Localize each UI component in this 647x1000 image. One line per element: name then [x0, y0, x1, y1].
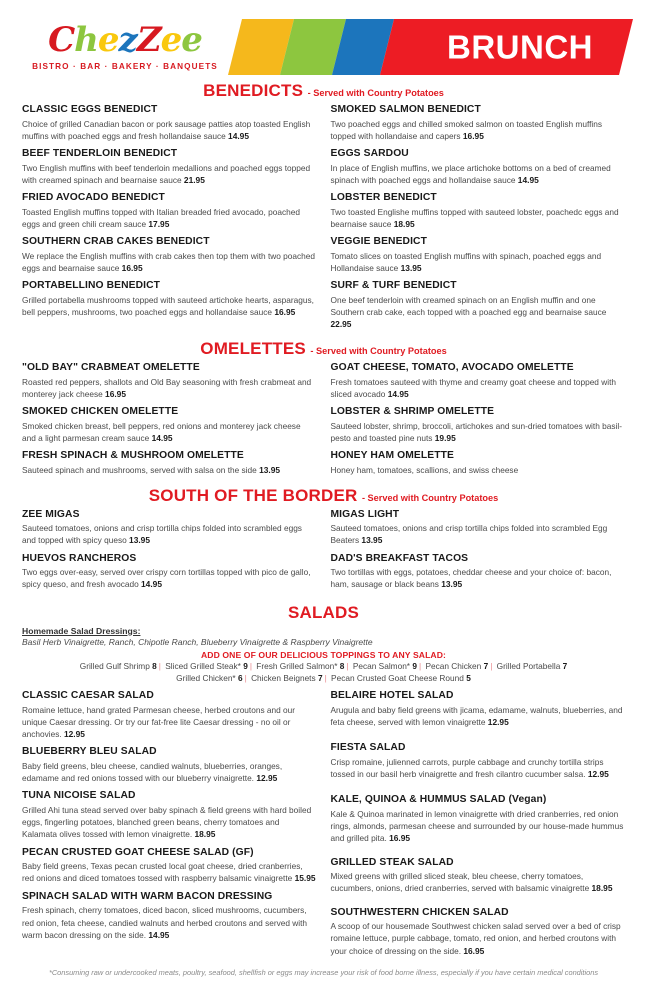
- menu-item-name: EGGS SARDOU: [330, 148, 409, 160]
- menu-item: [331, 857, 626, 895]
- restaurant-logo: [22, 20, 222, 71]
- logo-letter: z: [118, 20, 137, 60]
- menu-item-desc: Choice of grilled Canadian bacon or pork sausage patties atop toasted English muffins with poached eggs and fresh hollandaise sauce 14.95: [22, 118, 311, 141]
- menu-item-desc: Sauteed spinach and mushrooms, served with salsa on the side 13.95: [22, 465, 281, 476]
- menu-item: [22, 690, 317, 740]
- menu-item-name: SOUTHWESTERN CHICKEN SALAD: [330, 906, 509, 918]
- menu-item: [22, 192, 317, 230]
- column-right: [331, 509, 626, 597]
- menu-item-desc: One beef tenderloin with creamed spinach on an English muffin and one Southern crab cake, each topped with a poached egg and bearnaise sauce 22.95: [330, 295, 607, 330]
- menu-item: [22, 406, 317, 444]
- menu-item: [331, 280, 626, 330]
- topping-price: 7: [317, 673, 323, 684]
- menu-item-name: HUEVOS RANCHEROS: [22, 552, 137, 564]
- toppings-header: ADD ONE OF OUR DELICIOUS TOPPINGS TO ANY SALAD:: [200, 649, 447, 660]
- menu-item-price: 16.95: [274, 307, 296, 318]
- menu-item-desc: Two toasted Englishe muffins topped with sauteed lobster, poachedc eggs and bearnaise sauce 18.95: [330, 206, 619, 229]
- menu-item: [22, 746, 317, 784]
- topping-price: 9: [243, 660, 248, 671]
- menu-item-price: 17.95: [148, 219, 170, 229]
- menu-item-price: 12.95: [487, 717, 509, 728]
- topping-item: Grilled Portabella: [496, 660, 561, 671]
- menu-item: [22, 362, 317, 400]
- section-body-omelettes: [22, 362, 625, 482]
- section-body-benedicts: [22, 104, 625, 336]
- menu-item-desc: Sauteed tomatoes, onions and crisp tortilla chips folded into scrambled eggs and topped with spicy queso 13.95: [22, 523, 302, 546]
- menu-item: [331, 553, 626, 591]
- section-title: SOUTH OF THE BORDER: [148, 485, 358, 505]
- menu-item-desc: Two poached eggs and chilled smoked salmon on toasted English muffins topped with hollandaise and capers 16.95: [330, 118, 603, 141]
- salad-dressings-block: [22, 626, 625, 647]
- column-right: [331, 104, 626, 336]
- menu-item: [22, 236, 317, 274]
- topping-price: 7: [562, 660, 568, 671]
- topping-item: Sliced Grilled Steak*: [165, 660, 241, 671]
- menu-item-price: 16.95: [121, 263, 143, 274]
- section-body-salads: [22, 690, 625, 962]
- menu-item-name: DAD'S BREAKFAST TACOS: [330, 552, 469, 564]
- menu-item-name: SPINACH SALAD WITH WARM BACON DRESSING: [22, 890, 273, 902]
- menu-item-name: BEEF TENDERLOIN BENEDICT: [22, 148, 178, 160]
- menu-item-desc: Baby field greens, Texas pecan crusted local goat cheese, dried cranberries, red onions and diced tomatoes tossed with raspberry balsamic vinaigrette 15.95: [22, 861, 316, 884]
- section-header-omelettes: [22, 336, 625, 362]
- section-header-south-of-the-border: [22, 483, 625, 509]
- menu-item: [331, 742, 626, 780]
- brunch-banner: [228, 19, 633, 75]
- menu-item-name: BELAIRE HOTEL SALAD: [330, 690, 454, 702]
- logo-letter: e: [97, 20, 119, 60]
- logo-wordmark: [28, 20, 222, 60]
- column-right: [331, 690, 626, 962]
- column-right: [331, 362, 626, 482]
- menu-item-price: 18.95: [194, 829, 216, 840]
- logo-letter: e: [160, 20, 182, 60]
- topping-price: 8: [152, 660, 157, 671]
- logo-letter: e: [181, 20, 202, 60]
- menu-item-price: 14.95: [228, 130, 249, 141]
- menu-item-desc: Toasted English muffins topped with Italian breaded fried avocado, poached eggs and green chili cream sauce 17.95: [22, 206, 300, 229]
- menu-item-price: 14.95: [141, 579, 162, 590]
- section-title: OMELETTES: [200, 339, 306, 359]
- menu-item-price: 14.95: [387, 389, 409, 400]
- menu-item-desc: Fresh tomatoes sauteed with thyme and creamy goat cheese and topped with sliced avocado 14.95: [330, 377, 616, 400]
- menu-item: [22, 790, 317, 840]
- menu-item: [331, 907, 626, 957]
- menu-item-name: LOBSTER BENEDICT: [330, 192, 437, 204]
- column-left: [22, 362, 317, 482]
- menu-item: [331, 450, 626, 476]
- topping-price: 7: [483, 660, 489, 671]
- menu-item: [22, 280, 317, 318]
- menu-item: [331, 192, 626, 230]
- menu-item-name: ZEE MIGAS: [22, 508, 80, 520]
- menu-item-name: SMOKED CHICKEN OMELETTE: [22, 406, 179, 418]
- logo-letter: h: [74, 20, 98, 60]
- topping-item: Pecan Salmon*: [352, 660, 411, 671]
- section-subtitle: - Served with Country Potatoes: [310, 346, 447, 357]
- menu-item-price: 14.95: [148, 929, 170, 940]
- menu-item-name: FRESH SPINACH & MUSHROOM OMELETTE: [22, 450, 244, 462]
- topping-item: Fresh Grilled Salmon*: [256, 660, 338, 671]
- menu-header: [22, 0, 625, 78]
- menu-item: [331, 362, 626, 400]
- menu-item-desc: Grilled portabella mushrooms topped with sauteed artichoke hearts, asparagus, bell peppers, mushrooms, two poached eggs and hollandaise sauce 16.95: [22, 295, 314, 318]
- menu-item: [22, 553, 317, 591]
- menu-item-price: 18.95: [393, 219, 415, 229]
- menu-item-desc: Baby field greens, bleu cheese, candied walnuts, blueberries, oranges, edamame and red onions tossed with our blueberry vinaigrette. 12.95: [22, 761, 283, 784]
- menu-item-name: CLASSIC CAESAR SALAD: [22, 690, 154, 702]
- menu-item-desc: Sauteed tomatoes, onions and crisp tortilla chips folded into scrambled Egg Beaters 13.95: [330, 523, 608, 546]
- logo-tagline: BISTRO · BAR · BAKERY · BANQUETS: [32, 62, 218, 71]
- logo-letter: C: [48, 20, 75, 60]
- menu-item: [331, 236, 626, 274]
- topping-item: Grilled Gulf Shrimp: [79, 660, 150, 671]
- toppings-row: Grilled Chicken* 6 | Chicken Beignets 7 | Pecan Crusted Goat Cheese Round 5: [176, 673, 471, 684]
- menu-item-name: GRILLED STEAK SALAD: [330, 856, 454, 868]
- menu-item-desc: Sauteed lobster, shrimp, broccoli, artichokes and sun-dried tomatoes with basil-pesto and toasted pine nuts 19.95: [330, 421, 622, 444]
- menu-item-desc: Mixed greens with grilled sliced steak, bleu cheese, cherry tomatoes, cucumbers, onions, dried cranberries, served with balsamic vinaigrette 18.95: [330, 871, 613, 894]
- topping-item: Grilled Chicken*: [176, 673, 236, 684]
- banner-title: BRUNCH: [447, 28, 593, 66]
- section-title: BENEDICTS: [203, 81, 304, 100]
- menu-item-name: FRIED AVOCADO BENEDICT: [22, 192, 165, 204]
- menu-item-price: 16.95: [389, 833, 411, 844]
- menu-item-price: 16.95: [105, 389, 126, 400]
- menu-item-price: 16.95: [462, 130, 484, 141]
- topping-item: Chicken Beignets: [251, 673, 316, 684]
- column-left: [22, 509, 317, 597]
- topping-item: Pecan Crusted Goat Cheese Round: [331, 673, 464, 684]
- toppings-list: [22, 660, 625, 686]
- menu-item: [22, 148, 317, 186]
- dressings-label: Homemade Salad Dressings:: [22, 625, 141, 636]
- menu-item-desc: Two tortillas with eggs, potatoes, cheddar cheese and your choice of: bacon, ham, sausage or black beans 13.95: [330, 567, 612, 590]
- menu-item-price: 12.95: [63, 729, 85, 740]
- menu-item-desc: Smoked chicken breast, bell peppers, red onions and monterey jack cheese and a light parmesan cream sauce 14.95: [22, 421, 301, 444]
- menu-item: [22, 891, 317, 941]
- menu-item-name: FIESTA SALAD: [330, 742, 406, 754]
- section-subtitle: - Served with Country Potatoes: [361, 492, 499, 503]
- menu-item: [22, 509, 317, 547]
- menu-item-name: MIGAS LIGHT: [330, 508, 400, 520]
- menu-item-price: 15.95: [294, 873, 316, 884]
- menu-item-desc: We replace the English muffins with crab cakes then top them with two poached eggs and bearnaise sauce 16.95: [22, 251, 316, 274]
- menu-item: [22, 104, 317, 142]
- menu-item: [331, 794, 626, 844]
- menu-item-desc: In place of English muffins, we place artichoke bottoms on a bed of creamed spinach with poached eggs and hollandaise sauce 14.95: [330, 162, 611, 185]
- menu-item-price: 14.95: [517, 174, 539, 185]
- menu-item-desc: Tomato slices on toasted English muffins with spinach, poached eggs and Hollandaise sauce 13.95: [330, 251, 602, 274]
- dressings-list: Basil Herb Vinaigrette, Ranch, Chipotle Ranch, Blueberry Vinaigrette & Raspberry Vinaigrette: [22, 636, 373, 647]
- menu-item-name: PECAN CRUSTED GOAT CHEESE SALAD (GF): [22, 846, 254, 858]
- menu-item-name: GOAT CHEESE, TOMATO, AVOCADO OMELETTE: [330, 362, 574, 374]
- menu-item-price: 18.95: [591, 883, 613, 894]
- menu-item-name: HONEY HAM OMELETTE: [330, 450, 454, 462]
- menu-item: [22, 847, 317, 885]
- column-left: [22, 104, 317, 336]
- menu-item-desc: Roasted red peppers, shallots and Old Bay seasoning with fresh crabmeat and monterey jack cheese 16.95: [22, 377, 312, 400]
- menu-item-name: VEGGIE BENEDICT: [330, 236, 427, 248]
- menu-item: [331, 690, 626, 728]
- topping-price: 5: [466, 673, 471, 684]
- menu-item-name: KALE, QUINOA & HUMMUS SALAD (Vegan): [330, 794, 547, 806]
- menu-item: [331, 148, 626, 186]
- menu-item-price: 16.95: [463, 945, 485, 956]
- menu-item-desc: Crisp romaine, julienned carrots, purple cabbage and crunchy tortilla strips tossed in our basil herb vinaigrette and fresh cilantro cucumber salsa. 12.95: [330, 757, 609, 780]
- menu-item: [331, 509, 626, 547]
- menu-item-desc: Grilled Ahi tuna stead served over baby spinach & field greens with hard boiled eggs, fingerling potatoes, blanched green beans, cherry tomatoes and Kalamata olives tossed with lemon vinaigrette. 18.95: [22, 805, 312, 840]
- menu-item-desc: Romaine lettuce, hand grated Parmesan cheese, herbed croutons and our unique Caesar dressing. Or try our fat-free lite Caesar dressing - no oil or anchovies. 12.95: [22, 705, 296, 740]
- section-header-benedicts: [22, 78, 625, 104]
- menu-item-name: LOBSTER & SHRIMP OMELETTE: [330, 406, 495, 418]
- menu-item-price: 14.95: [151, 433, 173, 444]
- menu-item-desc: Kale & Quinoa marinated in lemon vinaigrette with dried cranberries, red onion rings, almonds, parmesan cheese and surrounded by our house-made hummus and grilled pita. 16.95: [330, 809, 624, 844]
- section-title: SALADS: [287, 602, 360, 622]
- menu-item-name: SMOKED SALMON BENEDICT: [330, 104, 481, 115]
- menu-item-desc: A scoop of our housemade Southwest chicken salad served over a bed of crisp romaine lettuce, purple cabbage, tomato, red onion, and herbed croutons with your choice of dressing on the side. 16.95: [330, 921, 621, 956]
- menu-item-price: 13.95: [361, 535, 383, 546]
- menu-item: [331, 104, 626, 142]
- menu-item-price: 19.95: [434, 433, 456, 444]
- menu-item-name: TUNA NICOISE SALAD: [22, 790, 136, 802]
- menu-item-desc: Fresh spinach, cherry tomatoes, diced bacon, sliced mushrooms, cucumbers, red onion, feta cheese, candied walnuts and herbed croutons and served with warm bacon dressing on the side. 14.95: [22, 905, 308, 940]
- menu-item-desc: Honey ham, tomatoes, scallions, and swiss cheese: [330, 465, 519, 476]
- topping-price: 9: [412, 660, 417, 671]
- menu-item: [331, 406, 626, 444]
- menu-item-name: "OLD BAY" CRABMEAT OMELETTE: [22, 362, 200, 374]
- column-left: [22, 690, 317, 962]
- menu-item-name: PORTABELLINO BENEDICT: [22, 280, 161, 292]
- toppings-row: Grilled Gulf Shrimp 8 | Sliced Grilled Steak* 9 | Fresh Grilled Salmon* 8 | Pecan Salmon* 9 | Pecan Chicken 7 | Grilled Portabella 7: [79, 660, 568, 671]
- menu-item-name: SOUTHERN CRAB CAKES BENEDICT: [22, 236, 210, 248]
- menu-item-name: BLUEBERRY BLEU SALAD: [22, 746, 157, 758]
- logo-letter: Z: [136, 20, 161, 60]
- menu-item-price: 12.95: [256, 773, 278, 784]
- topping-price: 6: [237, 673, 243, 684]
- menu-item-price: 21.95: [183, 174, 205, 185]
- menu-item-desc: Two English muffins with beef tenderloin medallions and poached eggs topped with creamed spinach and bearnaise sauce 21.95: [22, 162, 311, 185]
- menu-item-price: 13.95: [129, 535, 150, 546]
- section-body-south-of-the-border: [22, 509, 625, 597]
- menu-item: [22, 450, 317, 476]
- section-header-salads: [22, 597, 625, 626]
- menu-item-price: 13.95: [400, 263, 422, 274]
- menu-item-name: CLASSIC EGGS BENEDICT: [22, 104, 158, 115]
- menu-item-desc: Arugula and baby field greens with jicama, edamame, walnuts, blueberries, and feta cheese, served with lemon vinaigrette 12.95: [330, 705, 623, 728]
- menu-item-desc: Two eggs over-easy, served over crispy corn tortillas topped with pico de gallo, spicy queso, and fresh avocado 14.95: [22, 567, 311, 590]
- menu-item-price: 13.95: [259, 465, 281, 476]
- menu-item-name: SURF & TURF BENEDICT: [330, 280, 457, 292]
- menu-item-price: 13.95: [441, 579, 463, 590]
- section-subtitle: - Served with Country Potatoes: [307, 88, 444, 98]
- menu-item-price: 22.95: [330, 319, 352, 330]
- topping-item: Pecan Chicken: [425, 660, 482, 671]
- topping-price: 8: [339, 660, 345, 671]
- footer-disclaimer: *Consuming raw or undercooked meats, poultry, seafood, shellfish or eggs may increase your risk of food borne illness, especially if you have certain medical conditions: [48, 967, 599, 977]
- menu-item-price: 12.95: [587, 769, 609, 780]
